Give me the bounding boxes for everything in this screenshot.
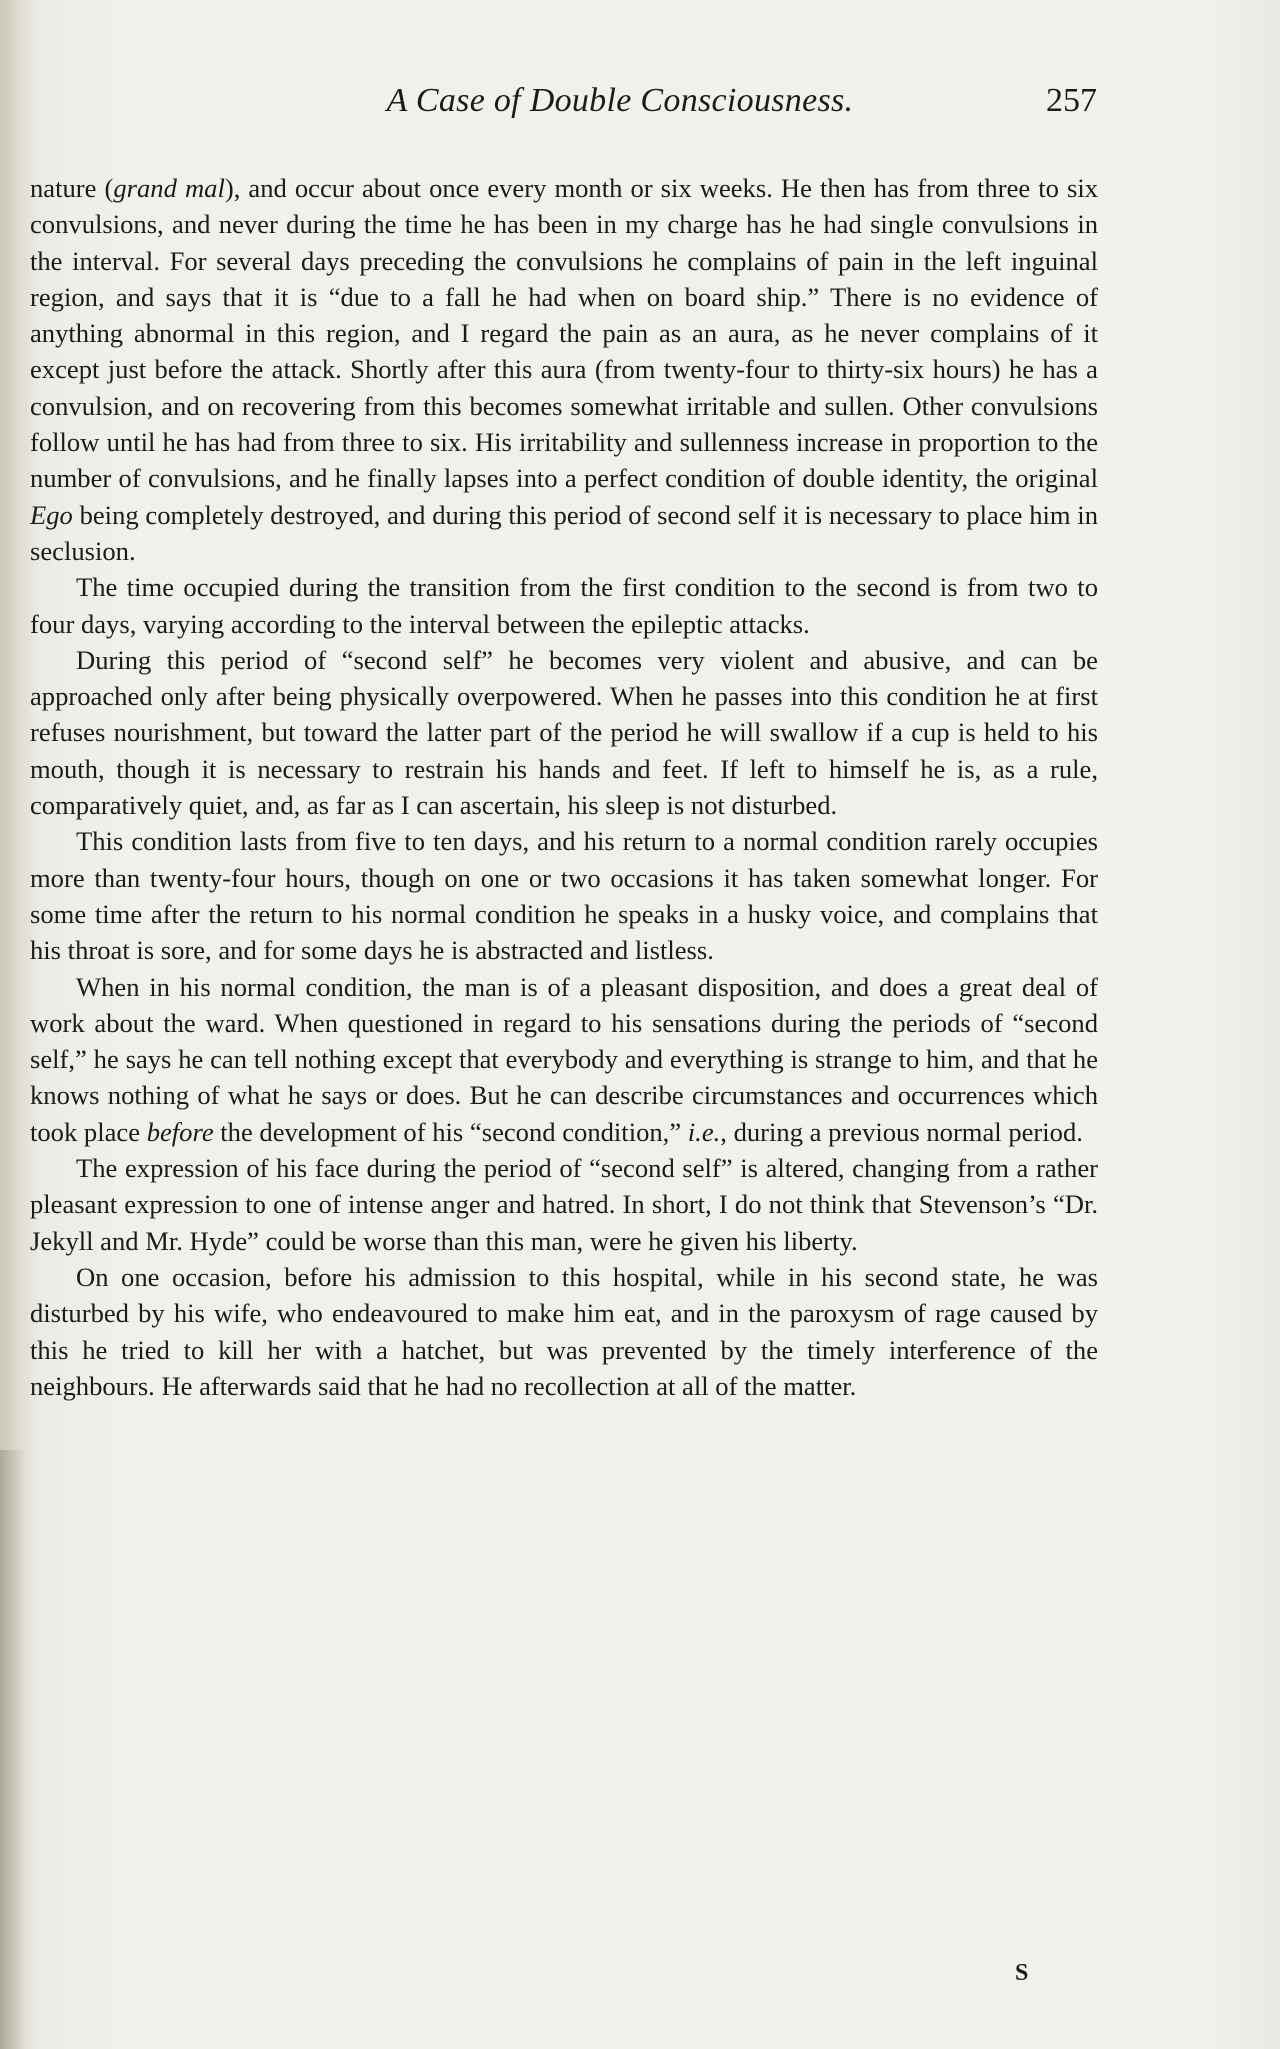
body-text bbox=[30, 170, 1098, 1404]
paragraph-5-italic-before: before bbox=[146, 1116, 214, 1147]
paragraph-3: During this period of “second self” he becomes very violent and abusive, and can be approached only after being physically overpowered. When he passes into this condition he at first refuses nourishment, but toward the latter part of the period he will swallow if a cup is held to his mouth, though it is necessary to restrain his hands and feet. If left to himself he is, as a rule, comparatively quiet, and, as far as I can ascertain, his sleep is not disturbed. bbox=[30, 644, 1098, 821]
paragraph-4: This condition lasts from five to ten days, and his return to a normal condition rarely occupies more than twenty-four hours, though on one or two occasions it has taken somewhat longer. For some time after the return to his normal condition he speaks in a husky voice, and complains that his throat is sore, and for some days he is abstracted and listless. bbox=[30, 826, 1098, 966]
paragraph-5-text-a: When in his normal condition, the man is of a pleasant disposition, and does a great deal of work about the ward. When questioned in regard to his sensations during the periods of “second self,” he says he can tell nothing except that everybody and everything is strange to him, and that he knows nothing of what he says or does. But he can describe circumstances and occurrences which took place bbox=[30, 971, 1098, 1147]
paragraph-7: On one occasion, before his admission to this hospital, while in his second state, he was disturbed by his wife, who endeavoured to make him eat, and in the paroxysm of rage caused by this he tried to kill her with a hatchet, but was prevented by the timely interference of the neighbours. He afterwards said that he had no recollection at all of the matter. bbox=[30, 1261, 1098, 1401]
paragraph-2: The time occupied during the transition from the first condition to the second is from two to four days, varying according to the interval between the epileptic attacks. bbox=[30, 572, 1098, 639]
binding-shadow bbox=[0, 1450, 26, 2049]
page-header bbox=[0, 82, 1280, 132]
paragraph-5-italic-ie: i.e. bbox=[687, 1116, 721, 1147]
paragraph-1-text-a: nature ( bbox=[30, 173, 114, 203]
page-number: 257 bbox=[1046, 82, 1097, 119]
paragraph-1-text-c: ), and occur about once every month or six weeks. He then has from three to six convulsions, and never during the time he has been in my charge has he had single convulsions in the interval. For several days preceding the convulsions he complains of pain in the left inguinal region, and says that it is “due to a fall he had when on board ship.” There is no evidence of anything abnormal in this region, and I regard the pain as an aura, as he never complains of it except just before the attack. Shortly after this aura (from twenty-four to thirty-six hours) he has a convulsion, and on recovering from this becomes somewhat irritable and sullen. Other convulsions follow until he has had from three to six. His irritability and sullenness increase in proportion to the number of convulsions, and he finally lapses into a perfect condition of double identity, the original bbox=[30, 173, 1099, 494]
paragraph-5-text-c: the development of his “second condition,” bbox=[213, 1116, 688, 1147]
running-head: A Case of Double Consciousness. bbox=[386, 82, 854, 119]
paragraph-1-italic-ego: Ego bbox=[30, 499, 73, 530]
paragraph-1-text-e: being completely destroyed, and during this period of second self it is necessary to place him in seclusion. bbox=[30, 499, 1098, 566]
paragraph-1 bbox=[30, 170, 1098, 569]
signature-mark: S bbox=[1015, 1960, 1029, 1986]
paragraph-5 bbox=[30, 969, 1098, 1150]
paragraph-6: The expression of his face during the period of “second self” is altered, changing from a rather pleasant expression to one of intense anger and hatred. In short, I do not think that Stevenson’s “Dr. Jekyll and Mr. Hyde” could be worse than this man, were he given his liberty. bbox=[30, 1153, 1098, 1256]
paragraph-1-italic-grand-mal: grand mal bbox=[113, 173, 225, 203]
paragraph-5-text-e: , during a previous normal period. bbox=[720, 1116, 1083, 1147]
